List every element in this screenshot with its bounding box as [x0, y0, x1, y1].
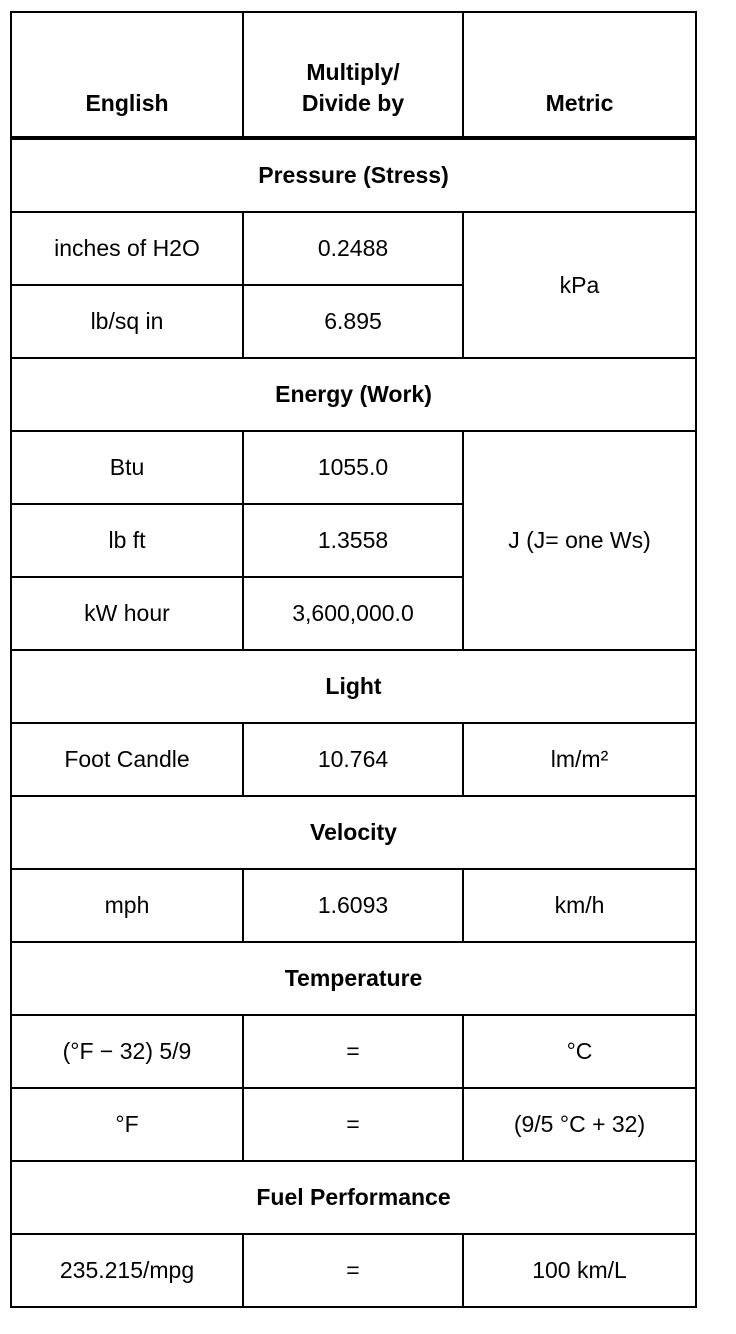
english-unit-cell: inches of H2O	[11, 212, 243, 285]
category-title-temperature: Temperature	[11, 942, 696, 1015]
factor-cell: 1055.0	[243, 431, 463, 504]
table-row	[11, 1234, 696, 1307]
factor-cell: 3,600,000.0	[243, 577, 463, 650]
metric-unit-cell: J (J= one Ws)	[463, 431, 696, 650]
category-row-light	[11, 650, 696, 723]
metric-unit-cell: (9/5 °C + 32)	[463, 1088, 696, 1161]
metric-unit-cell: 100 km/L	[463, 1234, 696, 1307]
table-header-row	[11, 12, 696, 138]
header-factor-line2: Divide by	[301, 90, 405, 116]
unit-conversion-table	[10, 11, 697, 1308]
english-unit-cell: kW hour	[11, 577, 243, 650]
category-row-fuel	[11, 1161, 696, 1234]
table-row	[11, 1088, 696, 1161]
factor-cell: =	[243, 1088, 463, 1161]
category-title-energy: Energy (Work)	[11, 358, 696, 431]
metric-unit-cell: kPa	[463, 212, 696, 358]
metric-unit-cell: lm/m²	[463, 723, 696, 796]
conversion-sheet	[10, 11, 695, 1308]
english-unit-cell: lb ft	[11, 504, 243, 577]
header-metric: Metric	[463, 12, 696, 138]
english-unit-cell: 235.215/mpg	[11, 1234, 243, 1307]
header-factor-line1: Multiply/	[306, 59, 400, 85]
table-row	[11, 431, 696, 504]
category-row-energy	[11, 358, 696, 431]
metric-unit-cell: km/h	[463, 869, 696, 942]
english-unit-cell: Btu	[11, 431, 243, 504]
table-row	[11, 212, 696, 285]
metric-unit-cell: °C	[463, 1015, 696, 1088]
header-factor	[243, 12, 463, 138]
table-row	[11, 1015, 696, 1088]
english-unit-cell: Foot Candle	[11, 723, 243, 796]
factor-cell: 10.764	[243, 723, 463, 796]
header-english: English	[11, 12, 243, 138]
category-row-pressure	[11, 138, 696, 212]
english-unit-cell: (°F − 32) 5/9	[11, 1015, 243, 1088]
english-unit-cell: mph	[11, 869, 243, 942]
category-row-velocity	[11, 796, 696, 869]
category-title-fuel: Fuel Performance	[11, 1161, 696, 1234]
factor-cell: 0.2488	[243, 212, 463, 285]
english-unit-cell: °F	[11, 1088, 243, 1161]
factor-cell: 1.6093	[243, 869, 463, 942]
table-row	[11, 723, 696, 796]
factor-cell: =	[243, 1015, 463, 1088]
category-title-velocity: Velocity	[11, 796, 696, 869]
table-row	[11, 869, 696, 942]
category-title-pressure: Pressure (Stress)	[11, 138, 696, 212]
factor-cell: 1.3558	[243, 504, 463, 577]
factor-cell: 6.895	[243, 285, 463, 358]
category-row-temperature	[11, 942, 696, 1015]
factor-cell: =	[243, 1234, 463, 1307]
category-title-light: Light	[11, 650, 696, 723]
english-unit-cell: lb/sq in	[11, 285, 243, 358]
